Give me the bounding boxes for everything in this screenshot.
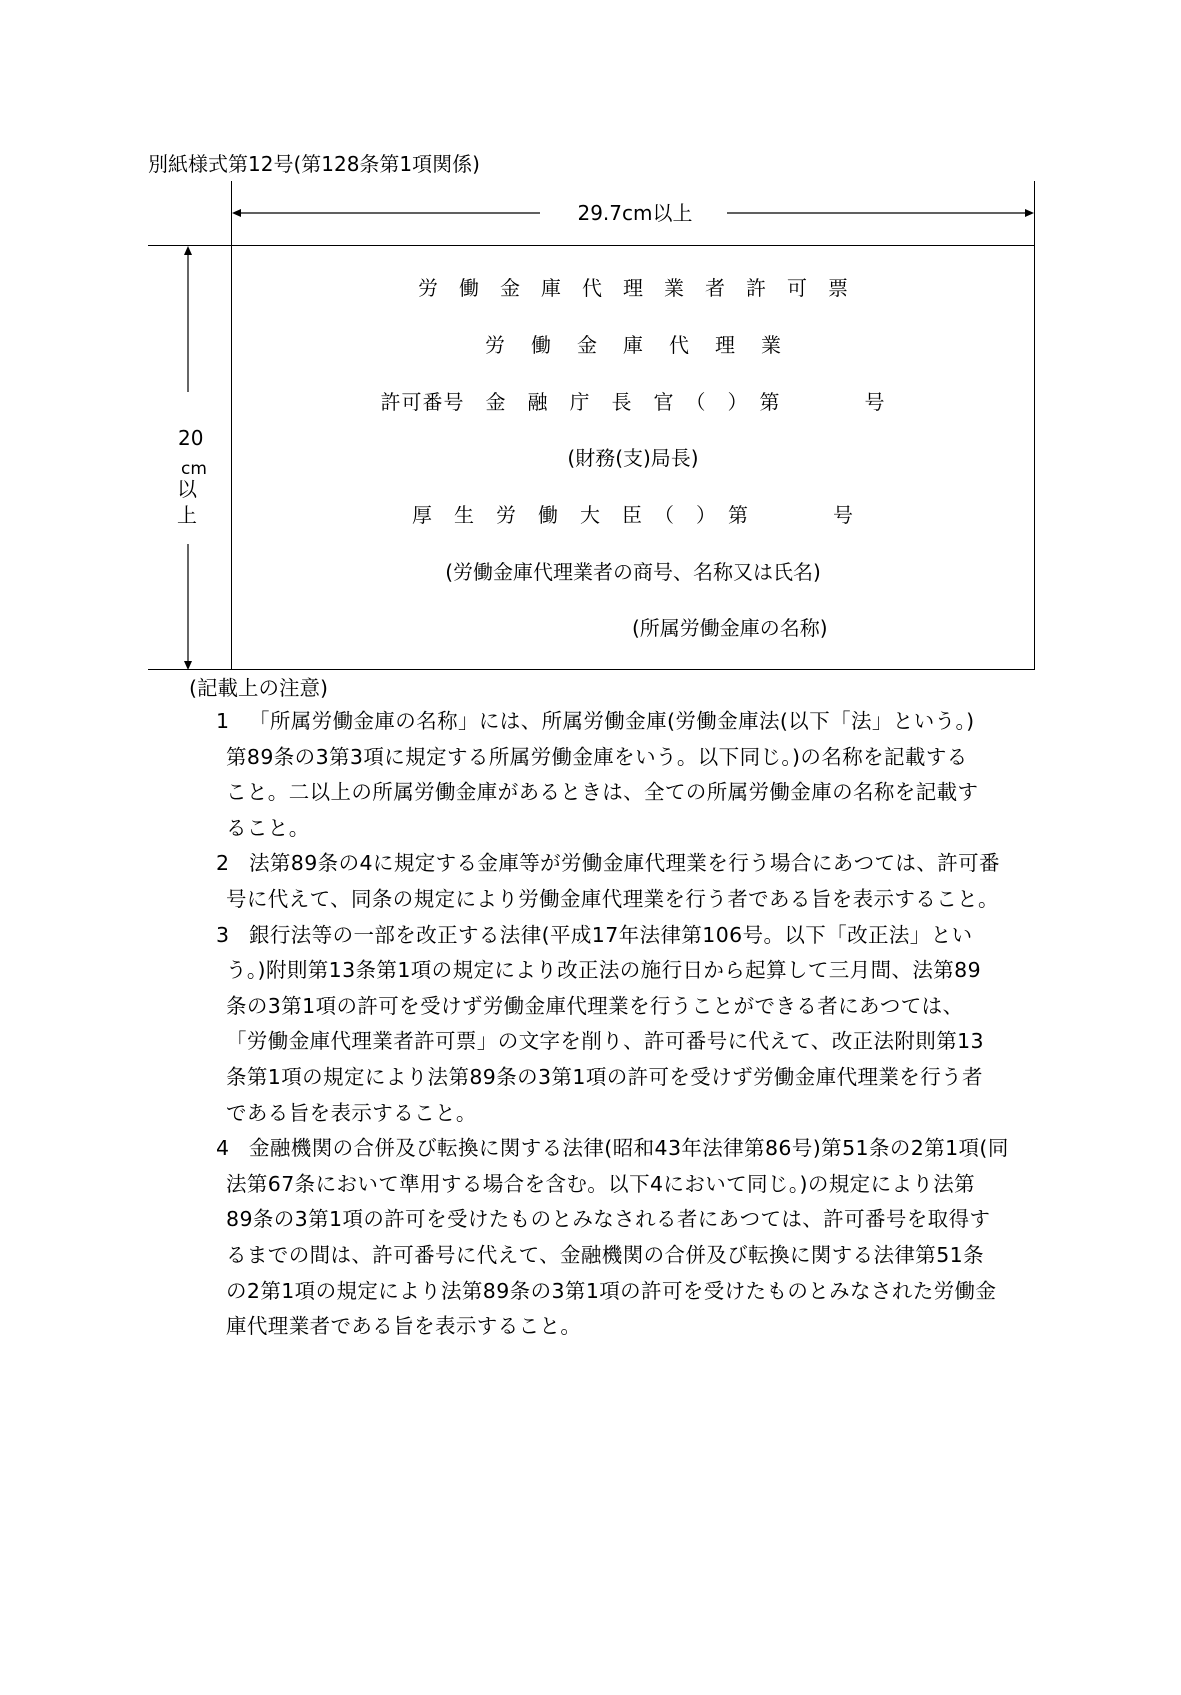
note-number: 4 <box>216 1136 230 1161</box>
note-line: である旨を表示すること。 <box>226 1100 477 1125</box>
note-line: るまでの間は、許可番号に代えて、金融機関の合併及び転換に関する法律第51条 <box>226 1243 984 1267</box>
sign-bank-name: (所属労働金庫の名称) <box>632 616 828 640</box>
note-number: 2 <box>216 851 230 876</box>
sign-minister-line: 厚 生 労 働 大 臣 （ ） 第 号 <box>412 503 854 527</box>
height-unit: cm <box>181 459 207 479</box>
note-line: 89条の3第1項の許可を受けたものとみなされる者にあつては、許可番号を取得す <box>226 1207 991 1232</box>
height-suffix-1: 以 <box>177 477 197 501</box>
frame-top-line <box>148 245 1035 246</box>
height-number: 20 <box>178 426 204 450</box>
note-line: 金融機関の合併及び転換に関する法律(昭和43年法律第86号)第51条の2第1項(同 <box>249 1136 1009 1161</box>
frame-bottom-line <box>148 669 1035 670</box>
note-line: こと。二以上の所属労働金庫があるときは、全ての所属労働金庫の名称を記載す <box>226 780 979 805</box>
note-number: 3 <box>216 922 230 947</box>
note-line: 法第89条の4に規定する金庫等が労働金庫代理業を行う場合にあつては、許可番 <box>249 851 1000 876</box>
note-line: 条の3第1項の許可を受けず労働金庫代理業を行うことができる者にあつては、 <box>226 993 964 1018</box>
frame-left-line <box>231 181 232 669</box>
note-line: の2第1項の規定により法第89条の3第1項の許可を受けたものとみなされた労働金 <box>226 1278 997 1303</box>
sign-business: 労働金庫代理業 <box>485 333 807 357</box>
note-line: 号に代えて、同条の規定により労働金庫代理業を行う者である旨を表示すること。 <box>226 887 999 911</box>
width-label: 29.7cm以上 <box>577 201 693 225</box>
notes-heading: (記載上の注意) <box>189 676 328 700</box>
note-line: 条第1項の規定により法第89条の3第1項の許可を受けず労働金庫代理業を行う者 <box>226 1065 983 1089</box>
note-line: う。)附則第13条第1項の規定により改正法の施行日から起算して三月間、法第89 <box>226 958 982 983</box>
height-suffix-2: 上 <box>177 503 197 527</box>
sign-bureau: (財務(支)局長) <box>567 446 699 470</box>
note-line: 銀行法等の一部を改正する法律(平成17年法律第106号。以下「改正法」とい <box>249 922 973 947</box>
form-label: 別紙様式第12号(第128条第1項関係) <box>148 152 480 176</box>
sign-title: 労働金庫代理業者許可票 <box>418 276 869 300</box>
sign-permit-line: 許可番号 金 融 庁 長 官 （ ） 第 号 <box>380 390 886 414</box>
note-line: 「労働金庫代理業者許可票」の文字を削り、許可番号に代えて、改正法附則第13 <box>226 1029 984 1054</box>
sign-agent-name: (労働金庫代理業者の商号、名称又は氏名) <box>445 560 821 584</box>
frame-right-line <box>1034 181 1035 669</box>
note-line: 「所属労働金庫の名称」には、所属労働金庫(労働金庫法(以下「法」という。) <box>249 709 975 733</box>
note-line: 第89条の3第3項に規定する所属労働金庫をいう。以下同じ。)の名称を記載する <box>226 744 968 769</box>
note-number: 1 <box>216 709 230 733</box>
note-line: 庫代理業者である旨を表示すること。 <box>226 1314 582 1339</box>
note-line: 法第67条において準用する場合を含む。以下4において同じ。)の規定により法第 <box>226 1171 976 1196</box>
note-line: ること。 <box>226 815 310 840</box>
